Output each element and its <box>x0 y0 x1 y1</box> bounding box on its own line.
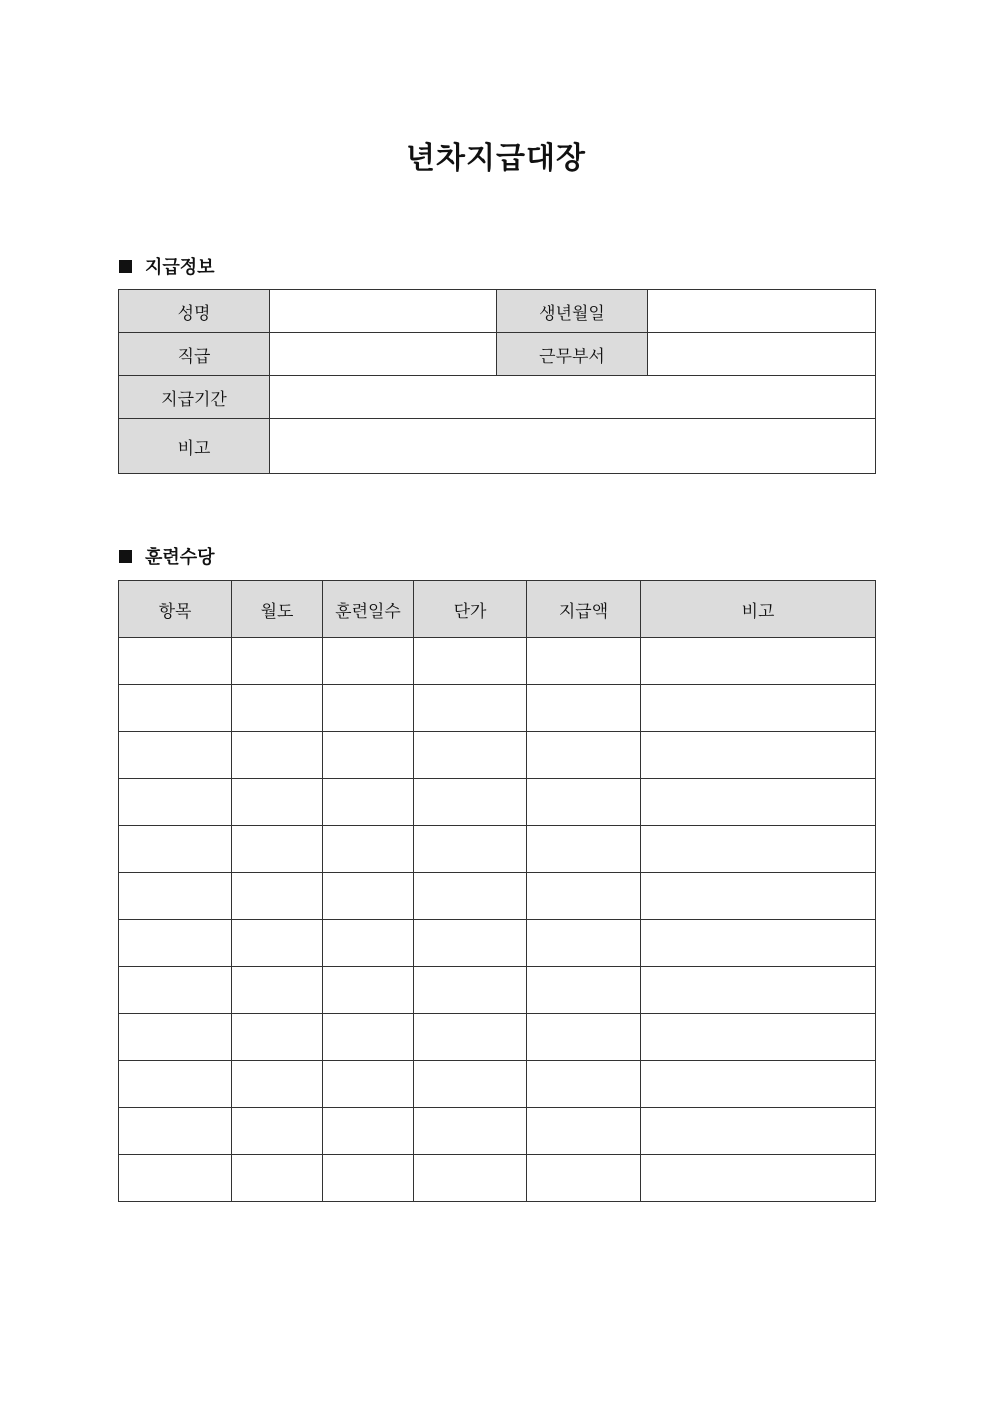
table-cell[interactable] <box>323 1108 414 1155</box>
name-field[interactable] <box>270 290 497 333</box>
table-row <box>119 826 876 873</box>
training-table-body <box>119 638 876 1202</box>
rank-label: 직급 <box>119 333 270 376</box>
payment-info-table <box>118 289 876 474</box>
department-field[interactable] <box>648 333 876 376</box>
table-row <box>119 1014 876 1061</box>
table-cell[interactable] <box>641 1014 876 1061</box>
table-cell[interactable] <box>232 967 323 1014</box>
table-cell[interactable] <box>119 732 232 779</box>
table-cell[interactable] <box>323 685 414 732</box>
table-cell[interactable] <box>232 1108 323 1155</box>
column-header-remarks: 비고 <box>641 581 876 638</box>
table-cell[interactable] <box>232 826 323 873</box>
column-header-amount: 지급액 <box>527 581 641 638</box>
column-header-training-days: 훈련일수 <box>323 581 414 638</box>
column-header-item: 항목 <box>119 581 232 638</box>
table-cell[interactable] <box>641 826 876 873</box>
table-cell[interactable] <box>414 732 527 779</box>
table-cell[interactable] <box>323 779 414 826</box>
remarks-label: 비고 <box>119 419 270 474</box>
column-header-unit-price: 단가 <box>414 581 527 638</box>
table-cell[interactable] <box>641 967 876 1014</box>
table-cell[interactable] <box>232 638 323 685</box>
table-cell[interactable] <box>323 1014 414 1061</box>
table-cell[interactable] <box>323 638 414 685</box>
rank-field[interactable] <box>270 333 497 376</box>
table-cell[interactable] <box>641 873 876 920</box>
table-cell[interactable] <box>232 873 323 920</box>
table-row <box>119 873 876 920</box>
table-cell[interactable] <box>414 685 527 732</box>
table-cell[interactable] <box>119 967 232 1014</box>
table-cell[interactable] <box>527 638 641 685</box>
table-cell[interactable] <box>119 638 232 685</box>
square-bullet-icon <box>119 260 132 273</box>
table-cell[interactable] <box>119 826 232 873</box>
table-cell[interactable] <box>641 1108 876 1155</box>
remarks-field[interactable] <box>270 419 876 474</box>
table-row <box>119 779 876 826</box>
table-cell[interactable] <box>119 1014 232 1061</box>
table-cell[interactable] <box>119 1155 232 1202</box>
table-cell[interactable] <box>414 638 527 685</box>
table-row <box>119 638 876 685</box>
table-cell[interactable] <box>527 685 641 732</box>
birthdate-field[interactable] <box>648 290 876 333</box>
table-cell[interactable] <box>232 1155 323 1202</box>
table-cell[interactable] <box>232 1014 323 1061</box>
period-field[interactable] <box>270 376 876 419</box>
training-allowance-table <box>118 580 876 1202</box>
table-cell[interactable] <box>641 779 876 826</box>
table-cell[interactable] <box>527 967 641 1014</box>
table-row <box>119 920 876 967</box>
table-row <box>119 1108 876 1155</box>
table-cell[interactable] <box>323 967 414 1014</box>
table-cell[interactable] <box>414 1108 527 1155</box>
table-row <box>119 1155 876 1202</box>
table-row <box>119 967 876 1014</box>
table-cell[interactable] <box>232 1061 323 1108</box>
birthdate-label: 생년월일 <box>497 290 648 333</box>
table-cell[interactable] <box>119 1061 232 1108</box>
table-cell[interactable] <box>323 826 414 873</box>
table-cell[interactable] <box>641 638 876 685</box>
table-cell[interactable] <box>119 873 232 920</box>
table-row <box>119 685 876 732</box>
section-heading-label: 지급정보 <box>145 257 215 278</box>
table-cell[interactable] <box>641 1061 876 1108</box>
table-cell[interactable] <box>641 685 876 732</box>
department-label: 근무부서 <box>497 333 648 376</box>
table-cell[interactable] <box>527 1014 641 1061</box>
table-cell[interactable] <box>232 732 323 779</box>
table-cell[interactable] <box>414 920 527 967</box>
table-cell[interactable] <box>527 1108 641 1155</box>
table-cell[interactable] <box>414 779 527 826</box>
column-header-month: 월도 <box>232 581 323 638</box>
document-title: 년차지급대장 <box>406 141 586 176</box>
table-cell[interactable] <box>323 732 414 779</box>
table-cell[interactable] <box>119 685 232 732</box>
table-cell[interactable] <box>527 779 641 826</box>
name-label: 성명 <box>119 290 270 333</box>
section-heading-payment-info <box>119 253 215 279</box>
table-cell[interactable] <box>232 920 323 967</box>
table-cell[interactable] <box>414 1014 527 1061</box>
table-cell[interactable] <box>414 967 527 1014</box>
section-heading-training-allowance <box>119 543 215 569</box>
table-cell[interactable] <box>119 779 232 826</box>
table-cell[interactable] <box>641 1155 876 1202</box>
table-cell[interactable] <box>641 732 876 779</box>
table-row <box>119 1061 876 1108</box>
table-cell[interactable] <box>323 1061 414 1108</box>
table-cell[interactable] <box>232 685 323 732</box>
table-cell[interactable] <box>527 732 641 779</box>
table-cell[interactable] <box>119 920 232 967</box>
table-cell[interactable] <box>323 873 414 920</box>
table-cell[interactable] <box>119 1108 232 1155</box>
period-label: 지급기간 <box>119 376 270 419</box>
table-cell[interactable] <box>414 1155 527 1202</box>
table-cell[interactable] <box>232 779 323 826</box>
table-cell[interactable] <box>527 920 641 967</box>
table-row <box>119 732 876 779</box>
section-heading-label: 훈련수당 <box>145 547 215 568</box>
table-cell[interactable] <box>527 1155 641 1202</box>
table-cell[interactable] <box>414 1061 527 1108</box>
table-cell[interactable] <box>641 920 876 967</box>
table-cell[interactable] <box>527 826 641 873</box>
table-cell[interactable] <box>527 873 641 920</box>
square-bullet-icon <box>119 550 132 563</box>
table-cell[interactable] <box>323 1155 414 1202</box>
table-cell[interactable] <box>323 920 414 967</box>
table-cell[interactable] <box>414 826 527 873</box>
table-cell[interactable] <box>527 1061 641 1108</box>
table-cell[interactable] <box>414 873 527 920</box>
